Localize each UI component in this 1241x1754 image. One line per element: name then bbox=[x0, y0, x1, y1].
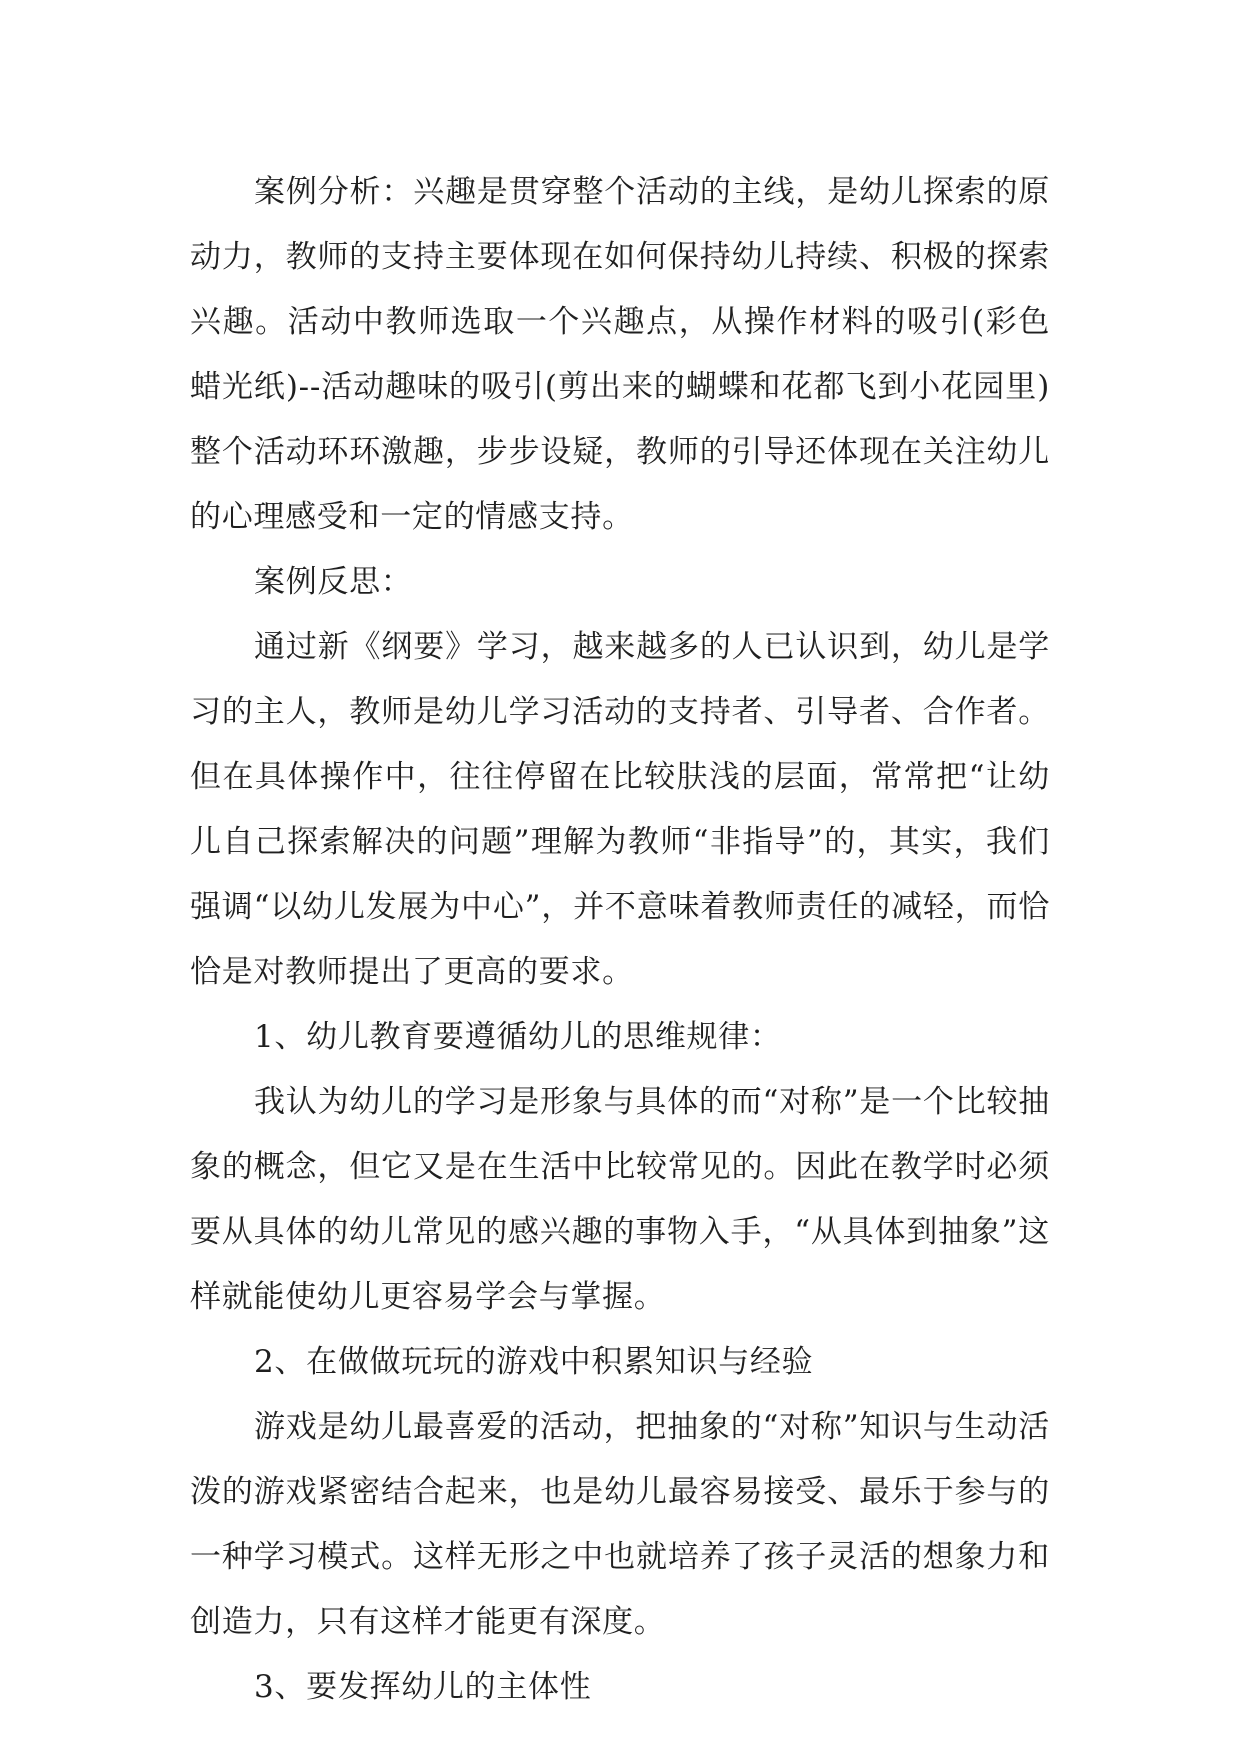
paragraph-point-3-heading: 3、要发挥幼儿的主体性 bbox=[254, 1669, 592, 1705]
paragraph-point-2-heading: 2、在做做玩玩的游戏中积累知识与经验 bbox=[254, 1344, 814, 1380]
paragraph-guideline-study: 通过新《纲要》学习，越来越多的人已认识到，幼儿是学习的主人，教师是幼儿学习活动的支持者、引导者、合作者。但在具体操作中，往往停留在比较肤浅的层面，常常把“让幼儿自己探索解决的问题”理解为教师“非指导”的，其实，我们强调“以幼儿发展为中心”，并不意味着教师责任的减轻，而恰恰是对教师提出了更高的要求。 bbox=[190, 629, 1050, 990]
paragraph-case-analysis: 案例分析：兴趣是贯穿整个活动的主线，是幼儿探索的原动力，教师的支持主要体现在如何保持幼儿持续、积极的探索兴趣。活动中教师选取一个兴趣点，从操作材料的吸引(彩色蜡光纸)--活动趣味的吸引(剪出来的蝴蝶和花都飞到小花园里)整个活动环环激趣，步步设疑，教师的引导还体现在关注幼儿的心理感受和一定的情感支持。 bbox=[190, 174, 1050, 535]
document-body bbox=[190, 160, 1050, 1720]
paragraph-point-1-heading: 1、幼儿教育要遵循幼儿的思维规律： bbox=[254, 1019, 782, 1055]
paragraph-point-1-body: 我认为幼儿的学习是形象与具体的而“对称”是一个比较抽象的概念，但它又是在生活中比较常见的。因此在教学时必须要从具体的幼儿常见的感兴趣的事物入手，“从具体到抽象”这样就能使幼儿更容易学会与掌握。 bbox=[190, 1084, 1050, 1315]
paragraph-case-reflection-heading: 案例反思： bbox=[254, 564, 413, 600]
paragraph-point-2-body: 游戏是幼儿最喜爱的活动，把抽象的“对称”知识与生动活泼的游戏紧密结合起来，也是幼儿最容易接受、最乐于参与的一种学习模式。这样无形之中也就培养了孩子灵活的想象力和创造力，只有这样才能更有深度。 bbox=[190, 1409, 1050, 1640]
